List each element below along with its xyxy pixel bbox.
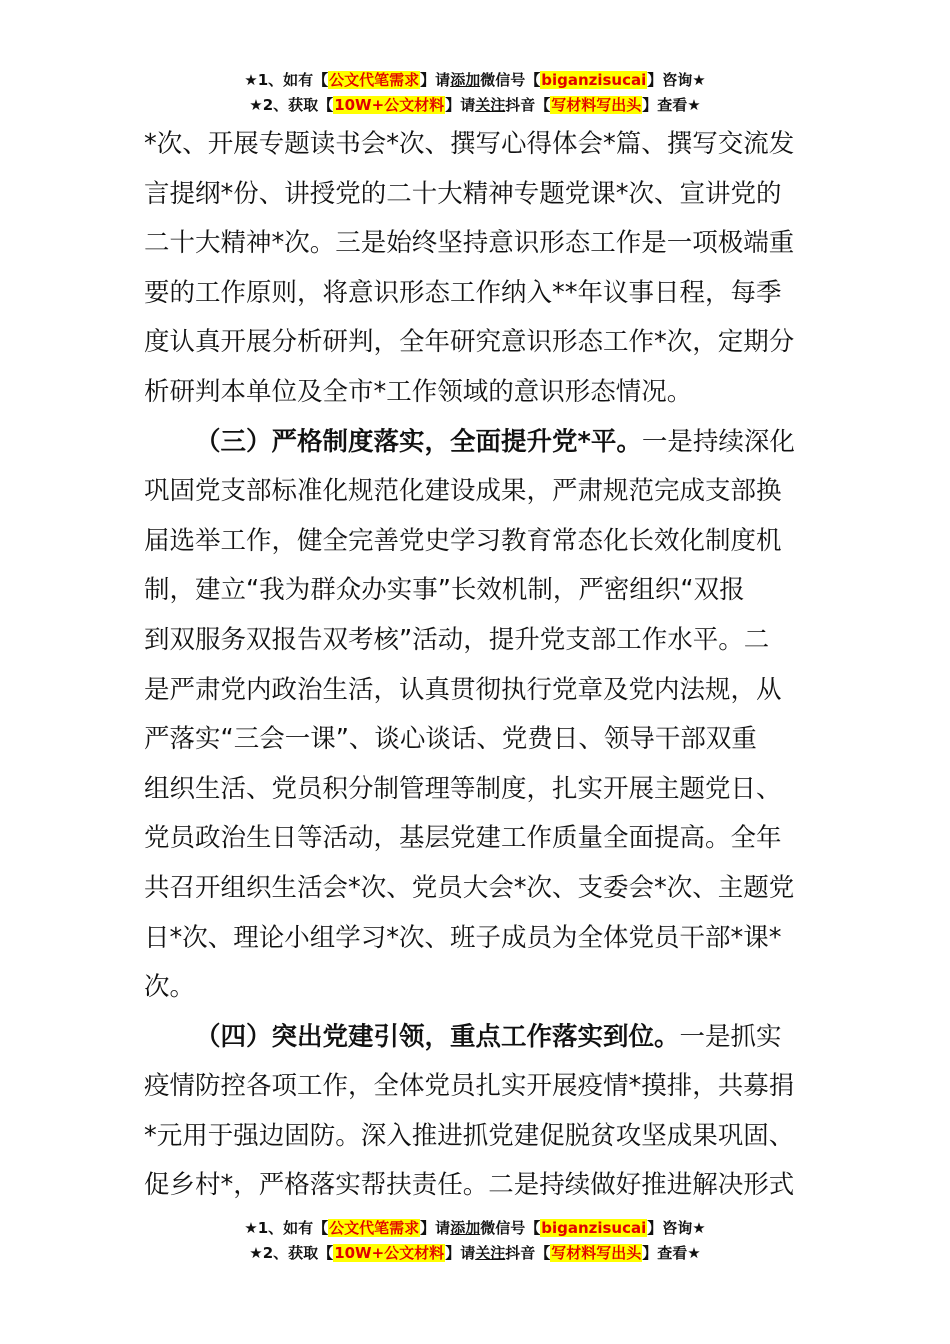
text-line: 共召开组织生活会*次、党员大会*次、支委会*次、主题党: [144, 872, 795, 903]
section-4-heading: （四）突出党建引领，重点工作落实到位。: [195, 1021, 680, 1052]
promo-line-1: [0, 1216, 950, 1241]
promo-text: 】查看★: [642, 1244, 701, 1262]
text-line: 是严肃党内政治生活，认真贯彻执行党章及党内法规，从: [144, 674, 782, 705]
text-fragment: 一是持续深化: [641, 426, 795, 457]
text-fragment: 一是抓实: [679, 1021, 782, 1052]
promo-text: 微信号【: [480, 71, 541, 89]
promo-text: ★2、获取【: [249, 96, 334, 114]
promo-text: ★2、获取【: [249, 1244, 334, 1262]
text-line: 党员政治生日等活动，基层党建工作质量全面提高。全年: [144, 823, 782, 854]
section-3-first-line: [144, 418, 808, 468]
promo-text: 】咨询★: [647, 71, 706, 89]
promo-line-2: [0, 93, 950, 118]
promo-text: 】请: [445, 1244, 476, 1262]
section-4-first-line: [144, 1013, 808, 1063]
section-3-paragraph: [144, 418, 808, 1013]
promo-text: 】查看★: [642, 96, 701, 114]
text-line: 巩固党支部标准化规范化建设成果，严肃规范完成支部换: [144, 476, 782, 507]
text-line: 严落实“三会一课”、谈心谈话、党费日、领导干部双重: [144, 724, 757, 755]
promo-text: 抖音【: [505, 96, 551, 114]
promo-line-2: [0, 1241, 950, 1266]
text-line: 析研判本单位及全市*工作领域的意识形态情况。: [144, 376, 693, 407]
promo-line-1: [0, 68, 950, 93]
promo-highlight: 公文代笔需求: [329, 1219, 420, 1237]
footer-promo-banner: [0, 1216, 950, 1266]
text-line: 到双服务双报告双考核”活动，提升党支部工作水平。二: [144, 624, 770, 655]
promo-text: 】请: [445, 96, 476, 114]
text-line: 次。: [144, 972, 196, 1003]
promo-highlight: biganzisucai: [541, 1219, 647, 1237]
promo-text: ★1、如有【: [244, 71, 329, 89]
header-promo-banner: [0, 68, 950, 118]
promo-text: ★1、如有【: [244, 1219, 329, 1237]
text-line: 组织生活、党员积分制管理等制度，扎实开展主题党日、: [144, 773, 782, 804]
promo-underline: 关注: [475, 96, 506, 114]
promo-text: 】请: [420, 71, 451, 89]
promo-text: 】请: [420, 1219, 451, 1237]
promo-highlight: 写材料写出头: [551, 1244, 642, 1262]
promo-highlight: 写材料写出头: [551, 96, 642, 114]
text-line: 届选举工作，健全完善党史学习教育常态化长效化制度机: [144, 525, 782, 556]
text-line: 度认真开展分析研判，全年研究意识形态工作*次，定期分: [144, 327, 795, 358]
promo-highlight: 公文代笔需求: [329, 71, 420, 89]
text-line: 言提纲*份、讲授党的二十大精神专题党课*次、宣讲党的: [144, 178, 782, 209]
text-line: 日*次、理论小组学习*次、班子成员为全体党员干部*课*: [144, 922, 782, 953]
text-line: *元用于强边固防。深入推进抓党建促脱贫攻坚成果巩固、: [144, 1120, 795, 1151]
text-line: *次、开展专题读书会*次、撰写心得体会*篇、撰写交流发: [144, 129, 795, 159]
promo-underline: 添加: [450, 71, 481, 89]
promo-underline: 添加: [450, 1219, 481, 1237]
section-3-heading: （三）严格制度落实，全面提升党*平。: [195, 426, 642, 457]
text-line: 促乡村*，严格落实帮扶责任。二是持续做好推进解决形式: [144, 1170, 795, 1201]
section-4-paragraph: [144, 1013, 808, 1211]
promo-text: 微信号【: [480, 1219, 541, 1237]
text-line: 疫情防控各项工作，全体党员扎实开展疫情*摸排，共募捐: [144, 1071, 795, 1102]
promo-underline: 关注: [475, 1244, 506, 1262]
document-body: [144, 120, 808, 1211]
promo-text: 】咨询★: [647, 1219, 706, 1237]
promo-highlight: 10W+公文材料: [334, 96, 445, 114]
promo-highlight: 10W+公文材料: [334, 1244, 445, 1262]
promo-text: 抖音【: [505, 1244, 551, 1262]
text-line: 要的工作原则，将意识形态工作纳入**年议事日程，每季: [144, 277, 782, 308]
text-line: 二十大精神*次。三是始终坚持意识形态工作是一项极端重: [144, 228, 795, 259]
text-line: 制，建立“我为群众办实事”长效机制，严密组织“双报: [144, 575, 745, 606]
paragraph-continuation: [144, 120, 808, 418]
promo-highlight: biganzisucai: [541, 71, 647, 89]
